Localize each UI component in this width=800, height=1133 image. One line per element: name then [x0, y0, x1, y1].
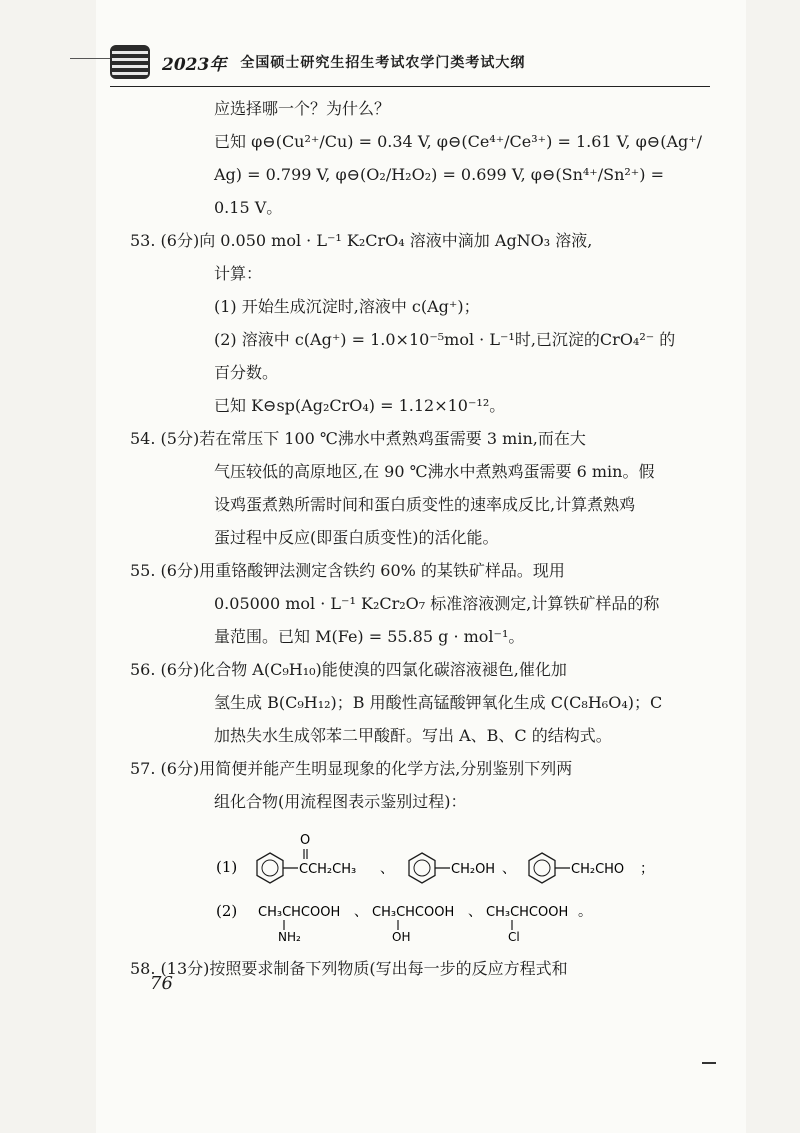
- separator: 、: [502, 861, 516, 877]
- text-line: 蛋过程中反应(即蛋白质变性)的活化能。: [214, 528, 499, 547]
- question-54: 54. (5分)若在常压下 100 ℃沸水中煮熟鸡蛋需要 3 min,而在大: [130, 429, 586, 448]
- terminator: 。: [578, 904, 592, 920]
- benzene-ring-icon: [257, 853, 298, 883]
- row2-label: (2): [216, 902, 238, 920]
- book-logo-icon: [110, 45, 150, 79]
- propiophenone-chain: CCH₂CH₃: [299, 862, 357, 877]
- question-56: 56. (6分)化合物 A(C₉H₁₀)能使溴的四氯化碳溶液褪色,催化加: [130, 660, 567, 679]
- text-line: 0.15 V。: [214, 198, 283, 217]
- alanine-formula: CH₃CHCOOH: [258, 905, 341, 920]
- header-rule: [110, 86, 710, 87]
- lactic-acid-formula: CH₃CHCOOH: [372, 905, 455, 920]
- benzyl-alcohol-chain: CH₂OH: [451, 862, 496, 877]
- text-line: 气压较低的高原地区,在 90 ℃沸水中煮熟鸡蛋需要 6 min。假: [214, 462, 655, 481]
- text-line: 应选择哪一个？为什么？: [214, 99, 391, 118]
- header-title: 全国硕士研究生招生考试农学门类考试大纲: [240, 55, 526, 71]
- header-year: 2023年: [162, 54, 227, 75]
- text-line: 加热失水生成邻苯二甲酸酐。写出 A、B、C 的结构式。: [214, 726, 612, 745]
- hydroxyl-group: OH: [392, 930, 411, 942]
- terminator: ；: [640, 861, 654, 877]
- row1-label: (1): [216, 858, 238, 876]
- page-body: [130, 92, 710, 985]
- chemical-structures: [150, 822, 710, 942]
- corner-mark: [702, 1062, 716, 1064]
- benzene-ring-icon: [409, 853, 450, 883]
- text-line: 设鸡蛋煮熟所需时间和蛋白质变性的速率成反比,计算煮熟鸡: [214, 495, 636, 514]
- question-55: 55. (6分)用重铬酸钾法测定含铁约 60% 的某铁矿样品。现用: [130, 561, 565, 580]
- binding-mark: [70, 58, 110, 59]
- chloropropanoic-acid-formula: CH₃CHCOOH: [486, 905, 569, 920]
- text-line: 已知 K⊖sp(Ag₂CrO₄) = 1.12×10⁻¹²。: [214, 396, 506, 415]
- text-line: 组化合物(用流程图表示鉴别过程)：: [214, 792, 467, 811]
- text-line: 已知 φ⊖(Cu²⁺/Cu) = 0.34 V, φ⊖(Ce⁴⁺/Ce³⁺) = 1.61 V, φ⊖(Ag⁺/: [214, 132, 703, 151]
- text-line: Ag) = 0.799 V, φ⊖(O₂/H₂O₂) = 0.699 V, φ⊖(Sn⁴⁺/Sn²⁺) =: [214, 165, 664, 184]
- amino-group: NH₂: [278, 930, 301, 942]
- benzene-ring-icon: [529, 853, 570, 883]
- chloro-group: Cl: [508, 930, 520, 942]
- text-line: 0.05000 mol · L⁻¹ K₂Cr₂O₇ 标准溶液测定,计算铁矿样品的称: [214, 594, 660, 613]
- question-53: 53. (6分)向 0.050 mol · L⁻¹ K₂CrO₄ 溶液中滴加 AgNO₃ 溶液,: [130, 231, 593, 250]
- question-57: 57. (6分)用简便并能产生明显现象的化学方法,分别鉴别下列两: [130, 759, 573, 778]
- text-line: 氢生成 B(C₉H₁₂)；B 用酸性高锰酸钾氧化生成 C(C₈H₆O₄)；C: [214, 693, 663, 712]
- text-line: 计算：: [214, 264, 263, 283]
- page-number: 76: [150, 973, 173, 994]
- structure-drawing: [150, 822, 710, 942]
- phenylacetaldehyde-chain: CH₂CHO: [571, 862, 625, 877]
- separator: 、: [468, 904, 482, 920]
- text-line: (2) 溶液中 c(Ag⁺) = 1.0×10⁻⁵mol · L⁻¹时,已沉淀的CrO₄²⁻ 的: [214, 330, 676, 349]
- question-58: 58. (13分)按照要求制备下列物质(写出每一步的反应方程式和: [130, 959, 568, 978]
- text-line: 百分数。: [214, 363, 279, 382]
- text-line: 量范围。已知 M(Fe) = 55.85 g · mol⁻¹。: [214, 627, 525, 646]
- separator: 、: [380, 861, 394, 877]
- carbonyl-oxygen: O: [300, 833, 311, 848]
- text-line: (1) 开始生成沉淀时,溶液中 c(Ag⁺)；: [214, 297, 480, 316]
- page-header: [110, 40, 710, 84]
- separator: 、: [354, 904, 368, 920]
